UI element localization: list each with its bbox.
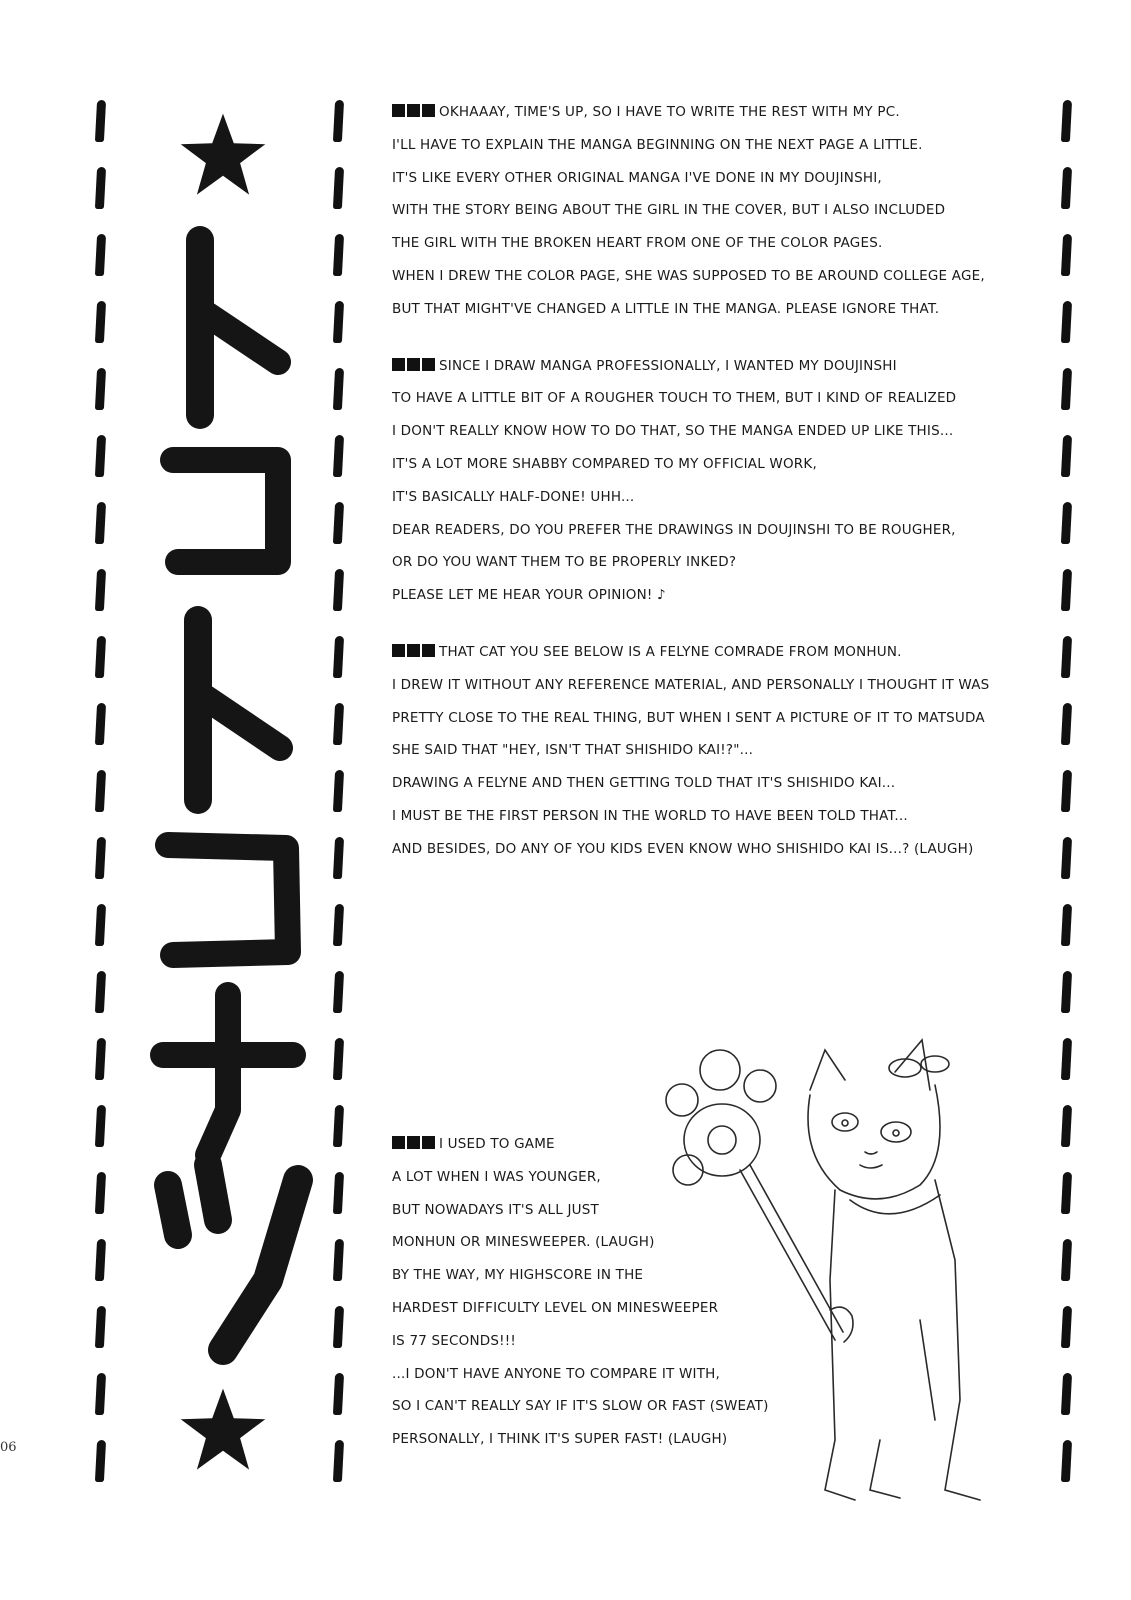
text-line-content: DEAR READERS, DO YOU PREFER THE DRAWINGS IN DOUJINSHI TO BE ROUGHER, [392, 521, 956, 538]
dash-segment [1060, 1373, 1071, 1415]
text-line [392, 415, 1032, 448]
text-line [392, 382, 1032, 415]
dash-segment [1060, 837, 1071, 879]
page-number: 06 [0, 1440, 17, 1455]
text-line-content: PRETTY CLOSE TO THE REAL THING, BUT WHEN I SENT A PICTURE OF IT TO MATSUDA [392, 709, 985, 726]
text-line [392, 636, 1032, 669]
text-line [392, 767, 1032, 800]
dash-segment [94, 1172, 105, 1214]
text-line-content: I MUST BE THE FIRST PERSON IN THE WORLD TO HAVE BEEN TOLD THAT... [392, 807, 908, 824]
dash-segment [332, 1440, 343, 1482]
dash-segment [94, 368, 105, 410]
dash-segment [332, 770, 343, 812]
dash-segment [1060, 1172, 1071, 1214]
dash-segment [1060, 301, 1071, 343]
paragraph-3 [392, 636, 1032, 866]
dash-segment [94, 234, 105, 276]
paragraph-2 [392, 350, 1032, 612]
dash-segment [94, 770, 105, 812]
text-line-content: ...I DON'T HAVE ANYONE TO COMPARE IT WITH, [392, 1365, 720, 1382]
text-line [392, 702, 1032, 735]
text-line [392, 800, 1032, 833]
paragraph-1 [392, 96, 1032, 326]
dashed-border-right [1058, 100, 1074, 1480]
dash-segment [94, 167, 105, 209]
text-line [392, 579, 1032, 612]
text-line [392, 227, 1032, 260]
text-line-content: BUT NOWADAYS IT'S ALL JUST [392, 1201, 599, 1218]
dash-segment [94, 301, 105, 343]
dash-segment [94, 1440, 105, 1482]
dash-segment [1060, 703, 1071, 745]
dash-segment [1060, 971, 1071, 1013]
dash-segment [332, 1172, 343, 1214]
text-line [392, 96, 1032, 129]
dash-segment [94, 1306, 105, 1348]
dash-segment [332, 502, 343, 544]
dash-segment [94, 502, 105, 544]
text-line-content: PERSONALLY, I THINK IT'S SUPER FAST! (LAUGH) [392, 1431, 728, 1448]
text-line-content: BY THE WAY, MY HIGHSCORE IN THE [392, 1267, 644, 1284]
dash-segment [94, 100, 105, 142]
text-line-content: BUT THAT MIGHT'VE CHANGED A LITTLE IN THE MANGA. PLEASE IGNORE THAT. [392, 300, 940, 317]
dash-segment [94, 904, 105, 946]
title-lettering [128, 100, 323, 1490]
dash-segment [332, 1038, 343, 1080]
text-line-content: DRAWING A FELYNE AND THEN GETTING TOLD THAT IT'S SHISHIDO KAI... [392, 775, 896, 792]
dash-segment [1060, 770, 1071, 812]
dash-segment [1060, 435, 1071, 477]
dash-segment [1060, 368, 1071, 410]
dash-segment [94, 1105, 105, 1147]
text-line-content: I DREW IT WITHOUT ANY REFERENCE MATERIAL, AND PERSONALLY I THOUGHT IT WAS [392, 676, 990, 693]
dash-segment [1060, 1306, 1071, 1348]
text-line [392, 350, 1032, 383]
text-line [392, 481, 1032, 514]
text-line [392, 546, 1032, 579]
text-line-content: THE GIRL WITH THE BROKEN HEART FROM ONE OF THE COLOR PAGES. [392, 235, 883, 252]
dash-segment [1060, 569, 1071, 611]
dash-segment [332, 837, 343, 879]
dash-segment [94, 703, 105, 745]
dash-segment [332, 1306, 343, 1348]
text-line-content: WITH THE STORY BEING ABOUT THE GIRL IN THE COVER, BUT I ALSO INCLUDED [392, 202, 946, 219]
text-line [392, 514, 1032, 547]
bullet-squares-icon [392, 97, 437, 130]
text-line-content: OKHAAAY, TIME'S UP, SO I HAVE TO WRITE THE REST WITH MY PC. [439, 104, 900, 120]
text-line-content: HARDEST DIFFICULTY LEVEL ON MINESWEEPER [392, 1299, 719, 1316]
text-line-content: OR DO YOU WANT THEM TO BE PROPERLY INKED? [392, 554, 737, 571]
bullet-squares-icon [392, 637, 437, 670]
text-line-content: SINCE I DRAW MANGA PROFESSIONALLY, I WANTED MY DOUJINSHI [439, 357, 897, 374]
text-line [392, 293, 1032, 326]
text-line-content: IT'S A LOT MORE SHABBY COMPARED TO MY OFFICIAL WORK, [392, 455, 817, 472]
text-line-content: SHE SAID THAT "HEY, ISN'T THAT SHISHIDO KAI!?"... [392, 742, 754, 759]
star-icon-top [178, 110, 268, 200]
dash-segment [1060, 1440, 1071, 1482]
text-line-content: AND BESIDES, DO ANY OF YOU KIDS EVEN KNOW WHO SHISHIDO KAI IS...? (LAUGH) [392, 840, 974, 857]
vertical-title [128, 100, 323, 1490]
dash-segment [332, 368, 343, 410]
text-line [392, 734, 1032, 767]
text-line-content: TO HAVE A LITTLE BIT OF A ROUGHER TOUCH TO THEM, BUT I KIND OF REALIZED [392, 390, 957, 407]
dash-segment [1060, 234, 1071, 276]
dashed-border-left [92, 100, 108, 1480]
dash-segment [332, 234, 343, 276]
dash-segment [332, 703, 343, 745]
dash-segment [1060, 1038, 1071, 1080]
star-icon-bottom [178, 1385, 268, 1475]
text-line-content: SO I CAN'T REALLY SAY IF IT'S SLOW OR FAST (SWEAT) [392, 1398, 769, 1415]
text-line [392, 129, 1032, 162]
dash-segment [94, 435, 105, 477]
dash-segment [1060, 167, 1071, 209]
dash-segment [1060, 502, 1071, 544]
text-line-content: I'LL HAVE TO EXPLAIN THE MANGA BEGINNING ON THE NEXT PAGE A LITTLE. [392, 136, 923, 153]
text-line-content: PLEASE LET ME HEAR YOUR OPINION! ♪ [392, 587, 666, 604]
dash-segment [1060, 636, 1071, 678]
text-line [392, 669, 1032, 702]
afterword-text [392, 96, 1032, 890]
text-line-content: MONHUN OR MINESWEEPER. (LAUGH) [392, 1234, 655, 1251]
text-line [392, 448, 1032, 481]
text-line [392, 260, 1032, 293]
text-line-content: IT'S BASICALLY HALF-DONE! UHH... [392, 488, 635, 505]
text-line-content: I DON'T REALLY KNOW HOW TO DO THAT, SO THE MANGA ENDED UP LIKE THIS... [392, 423, 954, 440]
text-line [392, 194, 1032, 227]
bullet-squares-icon [392, 351, 437, 384]
dash-segment [332, 569, 343, 611]
dash-segment [1060, 1239, 1071, 1281]
dash-segment [332, 904, 343, 946]
felyne-sketch [660, 1020, 1010, 1540]
dash-segment [332, 435, 343, 477]
text-line-content: IS 77 SECONDS!!! [392, 1332, 516, 1349]
bullet-squares-icon [392, 1129, 437, 1162]
dashed-border-middle [330, 100, 346, 1480]
dash-segment [332, 1239, 343, 1281]
dash-segment [332, 636, 343, 678]
dash-segment [94, 636, 105, 678]
dash-segment [332, 301, 343, 343]
dash-segment [94, 971, 105, 1013]
text-line [392, 833, 1032, 866]
text-line-content: IT'S LIKE EVERY OTHER ORIGINAL MANGA I'VE DONE IN MY DOUJINSHI, [392, 169, 882, 186]
text-line [392, 162, 1032, 195]
dash-segment [332, 167, 343, 209]
dash-segment [94, 569, 105, 611]
dash-segment [332, 100, 343, 142]
dash-segment [94, 1038, 105, 1080]
dash-segment [1060, 100, 1071, 142]
text-line-content: WHEN I DREW THE COLOR PAGE, SHE WAS SUPPOSED TO BE AROUND COLLEGE AGE, [392, 267, 985, 284]
text-line-content: I USED TO GAME [439, 1136, 555, 1152]
dash-segment [332, 1373, 343, 1415]
dash-segment [1060, 1105, 1071, 1147]
dash-segment [332, 1105, 343, 1147]
text-line-content: THAT CAT YOU SEE BELOW IS A FELYNE COMRADE FROM MONHUN. [439, 643, 902, 660]
dash-segment [94, 1373, 105, 1415]
dash-segment [94, 1239, 105, 1281]
dash-segment [332, 971, 343, 1013]
text-line-content: A LOT WHEN I WAS YOUNGER, [392, 1168, 601, 1185]
dash-segment [1060, 904, 1071, 946]
dash-segment [94, 837, 105, 879]
